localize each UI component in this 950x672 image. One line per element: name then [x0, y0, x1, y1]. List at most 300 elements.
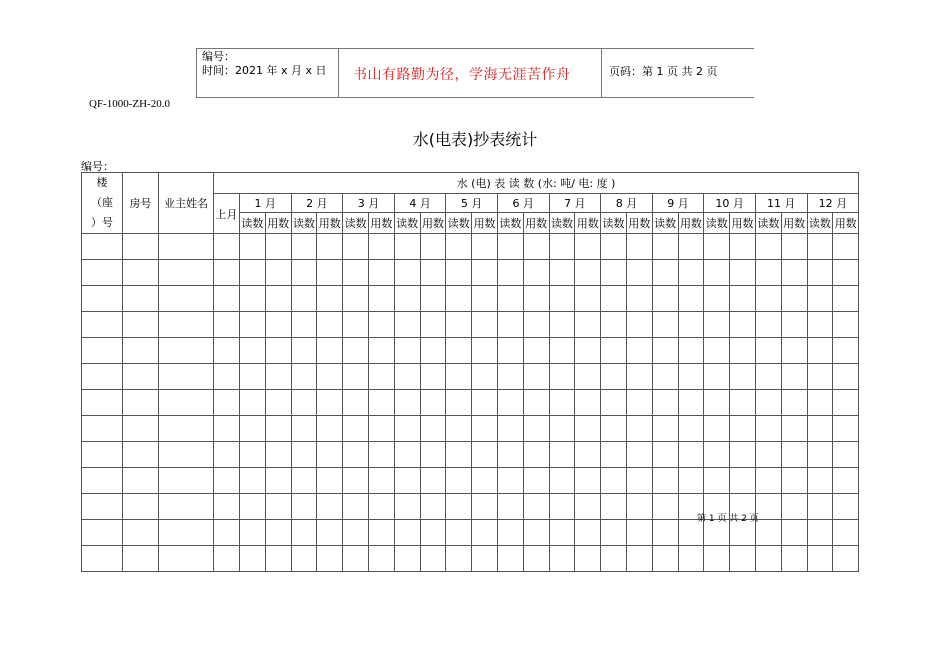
table-cell[interactable]	[523, 364, 549, 390]
table-cell[interactable]	[343, 260, 369, 286]
table-cell[interactable]	[781, 234, 807, 260]
table-cell[interactable]	[317, 286, 343, 312]
table-cell[interactable]	[214, 520, 240, 546]
table-cell[interactable]	[626, 338, 652, 364]
table-cell[interactable]	[730, 286, 756, 312]
table-cell[interactable]	[781, 364, 807, 390]
table-cell[interactable]	[446, 364, 472, 390]
table-cell[interactable]	[420, 338, 446, 364]
table-cell[interactable]	[82, 364, 123, 390]
table-cell[interactable]	[214, 286, 240, 312]
table-cell[interactable]	[807, 468, 833, 494]
table-cell[interactable]	[833, 260, 859, 286]
table-cell[interactable]	[497, 234, 523, 260]
table-cell[interactable]	[343, 468, 369, 494]
table-cell[interactable]	[549, 364, 575, 390]
table-cell[interactable]	[497, 494, 523, 520]
table-cell[interactable]	[394, 390, 420, 416]
table-cell[interactable]	[123, 494, 159, 520]
table-cell[interactable]	[446, 390, 472, 416]
table-cell[interactable]	[123, 312, 159, 338]
table-cell[interactable]	[652, 260, 678, 286]
table-cell[interactable]	[446, 442, 472, 468]
table-cell[interactable]	[123, 364, 159, 390]
table-cell[interactable]	[755, 520, 781, 546]
table-cell[interactable]	[394, 494, 420, 520]
table-cell[interactable]	[781, 546, 807, 572]
table-cell[interactable]	[833, 338, 859, 364]
table-cell[interactable]	[626, 468, 652, 494]
table-cell[interactable]	[704, 468, 730, 494]
table-cell[interactable]	[317, 442, 343, 468]
table-cell[interactable]	[472, 494, 498, 520]
table-cell[interactable]	[833, 494, 859, 520]
table-cell[interactable]	[497, 442, 523, 468]
table-cell[interactable]	[678, 416, 704, 442]
table-cell[interactable]	[626, 442, 652, 468]
table-cell[interactable]	[291, 390, 317, 416]
table-cell[interactable]	[394, 234, 420, 260]
table-cell[interactable]	[730, 468, 756, 494]
table-cell[interactable]	[833, 364, 859, 390]
table-cell[interactable]	[781, 390, 807, 416]
table-cell[interactable]	[549, 286, 575, 312]
table-cell[interactable]	[523, 260, 549, 286]
table-cell[interactable]	[730, 364, 756, 390]
table-cell[interactable]	[652, 234, 678, 260]
table-cell[interactable]	[678, 390, 704, 416]
table-cell[interactable]	[678, 260, 704, 286]
table-cell[interactable]	[755, 234, 781, 260]
table-cell[interactable]	[833, 442, 859, 468]
table-cell[interactable]	[781, 520, 807, 546]
table-cell[interactable]	[214, 546, 240, 572]
table-cell[interactable]	[704, 312, 730, 338]
table-cell[interactable]	[123, 520, 159, 546]
table-cell[interactable]	[549, 546, 575, 572]
table-cell[interactable]	[755, 364, 781, 390]
table-cell[interactable]	[420, 494, 446, 520]
table-cell[interactable]	[394, 546, 420, 572]
table-cell[interactable]	[730, 338, 756, 364]
table-cell[interactable]	[472, 520, 498, 546]
table-cell[interactable]	[394, 468, 420, 494]
table-cell[interactable]	[159, 234, 214, 260]
table-cell[interactable]	[497, 520, 523, 546]
table-cell[interactable]	[240, 494, 266, 520]
table-cell[interactable]	[368, 234, 394, 260]
table-cell[interactable]	[523, 234, 549, 260]
table-cell[interactable]	[265, 260, 291, 286]
table-cell[interactable]	[343, 364, 369, 390]
table-cell[interactable]	[755, 494, 781, 520]
table-cell[interactable]	[575, 494, 601, 520]
table-cell[interactable]	[807, 338, 833, 364]
table-cell[interactable]	[704, 442, 730, 468]
table-cell[interactable]	[472, 234, 498, 260]
table-cell[interactable]	[343, 520, 369, 546]
table-cell[interactable]	[291, 286, 317, 312]
table-cell[interactable]	[652, 468, 678, 494]
table-cell[interactable]	[343, 338, 369, 364]
table-cell[interactable]	[755, 260, 781, 286]
table-cell[interactable]	[291, 312, 317, 338]
table-cell[interactable]	[575, 416, 601, 442]
table-cell[interactable]	[394, 286, 420, 312]
table-cell[interactable]	[523, 312, 549, 338]
table-cell[interactable]	[159, 260, 214, 286]
table-cell[interactable]	[214, 234, 240, 260]
table-cell[interactable]	[343, 234, 369, 260]
table-cell[interactable]	[240, 520, 266, 546]
table-cell[interactable]	[214, 416, 240, 442]
table-cell[interactable]	[420, 520, 446, 546]
table-cell[interactable]	[368, 468, 394, 494]
table-cell[interactable]	[730, 312, 756, 338]
table-cell[interactable]	[394, 338, 420, 364]
table-cell[interactable]	[626, 286, 652, 312]
table-cell[interactable]	[265, 364, 291, 390]
table-cell[interactable]	[240, 234, 266, 260]
table-cell[interactable]	[807, 364, 833, 390]
table-cell[interactable]	[807, 416, 833, 442]
table-cell[interactable]	[82, 260, 123, 286]
table-cell[interactable]	[781, 260, 807, 286]
table-cell[interactable]	[497, 416, 523, 442]
table-cell[interactable]	[265, 338, 291, 364]
table-cell[interactable]	[601, 364, 627, 390]
table-cell[interactable]	[704, 390, 730, 416]
table-cell[interactable]	[678, 234, 704, 260]
table-cell[interactable]	[240, 546, 266, 572]
table-cell[interactable]	[626, 260, 652, 286]
table-cell[interactable]	[214, 260, 240, 286]
table-cell[interactable]	[549, 390, 575, 416]
table-cell[interactable]	[214, 390, 240, 416]
table-cell[interactable]	[291, 520, 317, 546]
table-cell[interactable]	[82, 468, 123, 494]
table-cell[interactable]	[159, 390, 214, 416]
table-cell[interactable]	[214, 494, 240, 520]
table-cell[interactable]	[781, 286, 807, 312]
table-cell[interactable]	[652, 286, 678, 312]
table-cell[interactable]	[265, 546, 291, 572]
table-cell[interactable]	[317, 338, 343, 364]
table-cell[interactable]	[420, 234, 446, 260]
table-cell[interactable]	[497, 312, 523, 338]
table-cell[interactable]	[265, 468, 291, 494]
table-cell[interactable]	[368, 286, 394, 312]
table-cell[interactable]	[781, 416, 807, 442]
table-cell[interactable]	[704, 260, 730, 286]
table-cell[interactable]	[159, 546, 214, 572]
table-cell[interactable]	[420, 442, 446, 468]
table-cell[interactable]	[420, 260, 446, 286]
table-cell[interactable]	[394, 364, 420, 390]
table-cell[interactable]	[159, 286, 214, 312]
table-cell[interactable]	[497, 260, 523, 286]
table-cell[interactable]	[549, 468, 575, 494]
table-cell[interactable]	[755, 286, 781, 312]
table-cell[interactable]	[730, 442, 756, 468]
table-cell[interactable]	[523, 468, 549, 494]
table-cell[interactable]	[214, 338, 240, 364]
table-cell[interactable]	[123, 390, 159, 416]
table-cell[interactable]	[807, 260, 833, 286]
table-cell[interactable]	[159, 416, 214, 442]
table-cell[interactable]	[678, 338, 704, 364]
table-cell[interactable]	[420, 416, 446, 442]
table-cell[interactable]	[652, 546, 678, 572]
table-cell[interactable]	[497, 364, 523, 390]
table-cell[interactable]	[159, 364, 214, 390]
table-cell[interactable]	[214, 364, 240, 390]
table-cell[interactable]	[123, 416, 159, 442]
table-cell[interactable]	[601, 234, 627, 260]
table-cell[interactable]	[446, 468, 472, 494]
table-cell[interactable]	[240, 364, 266, 390]
table-cell[interactable]	[497, 338, 523, 364]
table-cell[interactable]	[833, 312, 859, 338]
table-cell[interactable]	[472, 468, 498, 494]
table-cell[interactable]	[240, 468, 266, 494]
table-cell[interactable]	[159, 468, 214, 494]
table-cell[interactable]	[626, 546, 652, 572]
table-cell[interactable]	[549, 234, 575, 260]
table-cell[interactable]	[472, 416, 498, 442]
table-cell[interactable]	[343, 390, 369, 416]
table-cell[interactable]	[575, 364, 601, 390]
table-cell[interactable]	[575, 312, 601, 338]
table-cell[interactable]	[523, 546, 549, 572]
table-cell[interactable]	[240, 416, 266, 442]
table-cell[interactable]	[678, 468, 704, 494]
table-cell[interactable]	[523, 494, 549, 520]
table-cell[interactable]	[601, 286, 627, 312]
table-cell[interactable]	[214, 312, 240, 338]
table-cell[interactable]	[601, 260, 627, 286]
table-cell[interactable]	[833, 286, 859, 312]
table-cell[interactable]	[265, 390, 291, 416]
table-cell[interactable]	[291, 442, 317, 468]
table-cell[interactable]	[123, 260, 159, 286]
table-cell[interactable]	[575, 390, 601, 416]
table-cell[interactable]	[472, 546, 498, 572]
table-cell[interactable]	[730, 234, 756, 260]
table-cell[interactable]	[394, 260, 420, 286]
table-cell[interactable]	[265, 234, 291, 260]
table-cell[interactable]	[82, 442, 123, 468]
table-cell[interactable]	[343, 416, 369, 442]
table-cell[interactable]	[368, 312, 394, 338]
table-cell[interactable]	[523, 390, 549, 416]
table-cell[interactable]	[755, 390, 781, 416]
table-cell[interactable]	[368, 416, 394, 442]
table-cell[interactable]	[575, 234, 601, 260]
table-cell[interactable]	[82, 546, 123, 572]
table-cell[interactable]	[317, 520, 343, 546]
table-cell[interactable]	[781, 338, 807, 364]
table-cell[interactable]	[123, 234, 159, 260]
table-cell[interactable]	[446, 494, 472, 520]
table-cell[interactable]	[523, 286, 549, 312]
table-cell[interactable]	[343, 312, 369, 338]
table-cell[interactable]	[601, 442, 627, 468]
table-cell[interactable]	[497, 286, 523, 312]
table-cell[interactable]	[652, 312, 678, 338]
table-cell[interactable]	[159, 442, 214, 468]
table-cell[interactable]	[781, 312, 807, 338]
table-cell[interactable]	[833, 520, 859, 546]
table-cell[interactable]	[291, 468, 317, 494]
table-cell[interactable]	[755, 416, 781, 442]
table-cell[interactable]	[291, 416, 317, 442]
table-cell[interactable]	[601, 520, 627, 546]
table-cell[interactable]	[123, 442, 159, 468]
table-cell[interactable]	[755, 338, 781, 364]
table-cell[interactable]	[420, 364, 446, 390]
table-cell[interactable]	[446, 338, 472, 364]
table-cell[interactable]	[626, 390, 652, 416]
table-cell[interactable]	[678, 364, 704, 390]
table-cell[interactable]	[575, 468, 601, 494]
table-cell[interactable]	[394, 312, 420, 338]
table-cell[interactable]	[833, 390, 859, 416]
table-cell[interactable]	[601, 416, 627, 442]
table-cell[interactable]	[549, 260, 575, 286]
table-cell[interactable]	[368, 338, 394, 364]
table-cell[interactable]	[317, 234, 343, 260]
table-cell[interactable]	[291, 494, 317, 520]
table-cell[interactable]	[123, 286, 159, 312]
table-cell[interactable]	[82, 234, 123, 260]
table-cell[interactable]	[807, 442, 833, 468]
table-cell[interactable]	[159, 312, 214, 338]
table-cell[interactable]	[523, 416, 549, 442]
table-cell[interactable]	[368, 520, 394, 546]
table-cell[interactable]	[549, 312, 575, 338]
table-cell[interactable]	[82, 494, 123, 520]
table-cell[interactable]	[833, 546, 859, 572]
table-cell[interactable]	[704, 234, 730, 260]
table-cell[interactable]	[601, 468, 627, 494]
table-cell[interactable]	[446, 286, 472, 312]
table-cell[interactable]	[472, 390, 498, 416]
table-cell[interactable]	[240, 338, 266, 364]
table-cell[interactable]	[652, 520, 678, 546]
table-cell[interactable]	[755, 442, 781, 468]
table-cell[interactable]	[652, 442, 678, 468]
table-cell[interactable]	[575, 546, 601, 572]
table-cell[interactable]	[807, 286, 833, 312]
table-cell[interactable]	[82, 390, 123, 416]
table-cell[interactable]	[159, 520, 214, 546]
table-cell[interactable]	[626, 520, 652, 546]
table-cell[interactable]	[240, 312, 266, 338]
table-cell[interactable]	[265, 520, 291, 546]
table-cell[interactable]	[807, 520, 833, 546]
table-cell[interactable]	[652, 390, 678, 416]
table-cell[interactable]	[575, 260, 601, 286]
table-cell[interactable]	[678, 546, 704, 572]
table-cell[interactable]	[781, 494, 807, 520]
table-cell[interactable]	[704, 286, 730, 312]
table-cell[interactable]	[755, 546, 781, 572]
table-cell[interactable]	[781, 442, 807, 468]
table-cell[interactable]	[82, 286, 123, 312]
table-cell[interactable]	[575, 520, 601, 546]
table-cell[interactable]	[240, 442, 266, 468]
table-cell[interactable]	[601, 546, 627, 572]
table-cell[interactable]	[730, 390, 756, 416]
table-cell[interactable]	[394, 520, 420, 546]
table-cell[interactable]	[343, 546, 369, 572]
table-cell[interactable]	[240, 286, 266, 312]
table-cell[interactable]	[420, 286, 446, 312]
table-cell[interactable]	[214, 468, 240, 494]
table-cell[interactable]	[317, 494, 343, 520]
table-cell[interactable]	[265, 312, 291, 338]
table-cell[interactable]	[317, 390, 343, 416]
table-cell[interactable]	[704, 546, 730, 572]
table-cell[interactable]	[523, 338, 549, 364]
table-cell[interactable]	[704, 338, 730, 364]
table-cell[interactable]	[317, 312, 343, 338]
table-cell[interactable]	[678, 312, 704, 338]
table-cell[interactable]	[291, 546, 317, 572]
table-cell[interactable]	[497, 390, 523, 416]
table-cell[interactable]	[781, 468, 807, 494]
table-cell[interactable]	[420, 390, 446, 416]
table-cell[interactable]	[317, 364, 343, 390]
table-cell[interactable]	[472, 442, 498, 468]
table-cell[interactable]	[549, 416, 575, 442]
table-cell[interactable]	[214, 442, 240, 468]
table-cell[interactable]	[575, 338, 601, 364]
table-cell[interactable]	[497, 468, 523, 494]
table-cell[interactable]	[159, 494, 214, 520]
table-cell[interactable]	[420, 546, 446, 572]
table-cell[interactable]	[368, 442, 394, 468]
table-cell[interactable]	[807, 234, 833, 260]
table-cell[interactable]	[575, 442, 601, 468]
table-cell[interactable]	[601, 390, 627, 416]
table-cell[interactable]	[317, 468, 343, 494]
table-cell[interactable]	[755, 468, 781, 494]
table-cell[interactable]	[807, 494, 833, 520]
table-cell[interactable]	[368, 390, 394, 416]
table-cell[interactable]	[833, 468, 859, 494]
table-cell[interactable]	[446, 312, 472, 338]
table-cell[interactable]	[678, 442, 704, 468]
table-cell[interactable]	[833, 234, 859, 260]
table-cell[interactable]	[123, 546, 159, 572]
table-cell[interactable]	[394, 442, 420, 468]
table-cell[interactable]	[123, 468, 159, 494]
table-cell[interactable]	[343, 494, 369, 520]
table-cell[interactable]	[394, 416, 420, 442]
table-cell[interactable]	[755, 312, 781, 338]
table-cell[interactable]	[601, 312, 627, 338]
table-cell[interactable]	[240, 390, 266, 416]
table-cell[interactable]	[291, 234, 317, 260]
table-cell[interactable]	[240, 260, 266, 286]
table-cell[interactable]	[343, 442, 369, 468]
table-cell[interactable]	[82, 520, 123, 546]
table-cell[interactable]	[123, 338, 159, 364]
table-cell[interactable]	[678, 286, 704, 312]
table-cell[interactable]	[730, 546, 756, 572]
